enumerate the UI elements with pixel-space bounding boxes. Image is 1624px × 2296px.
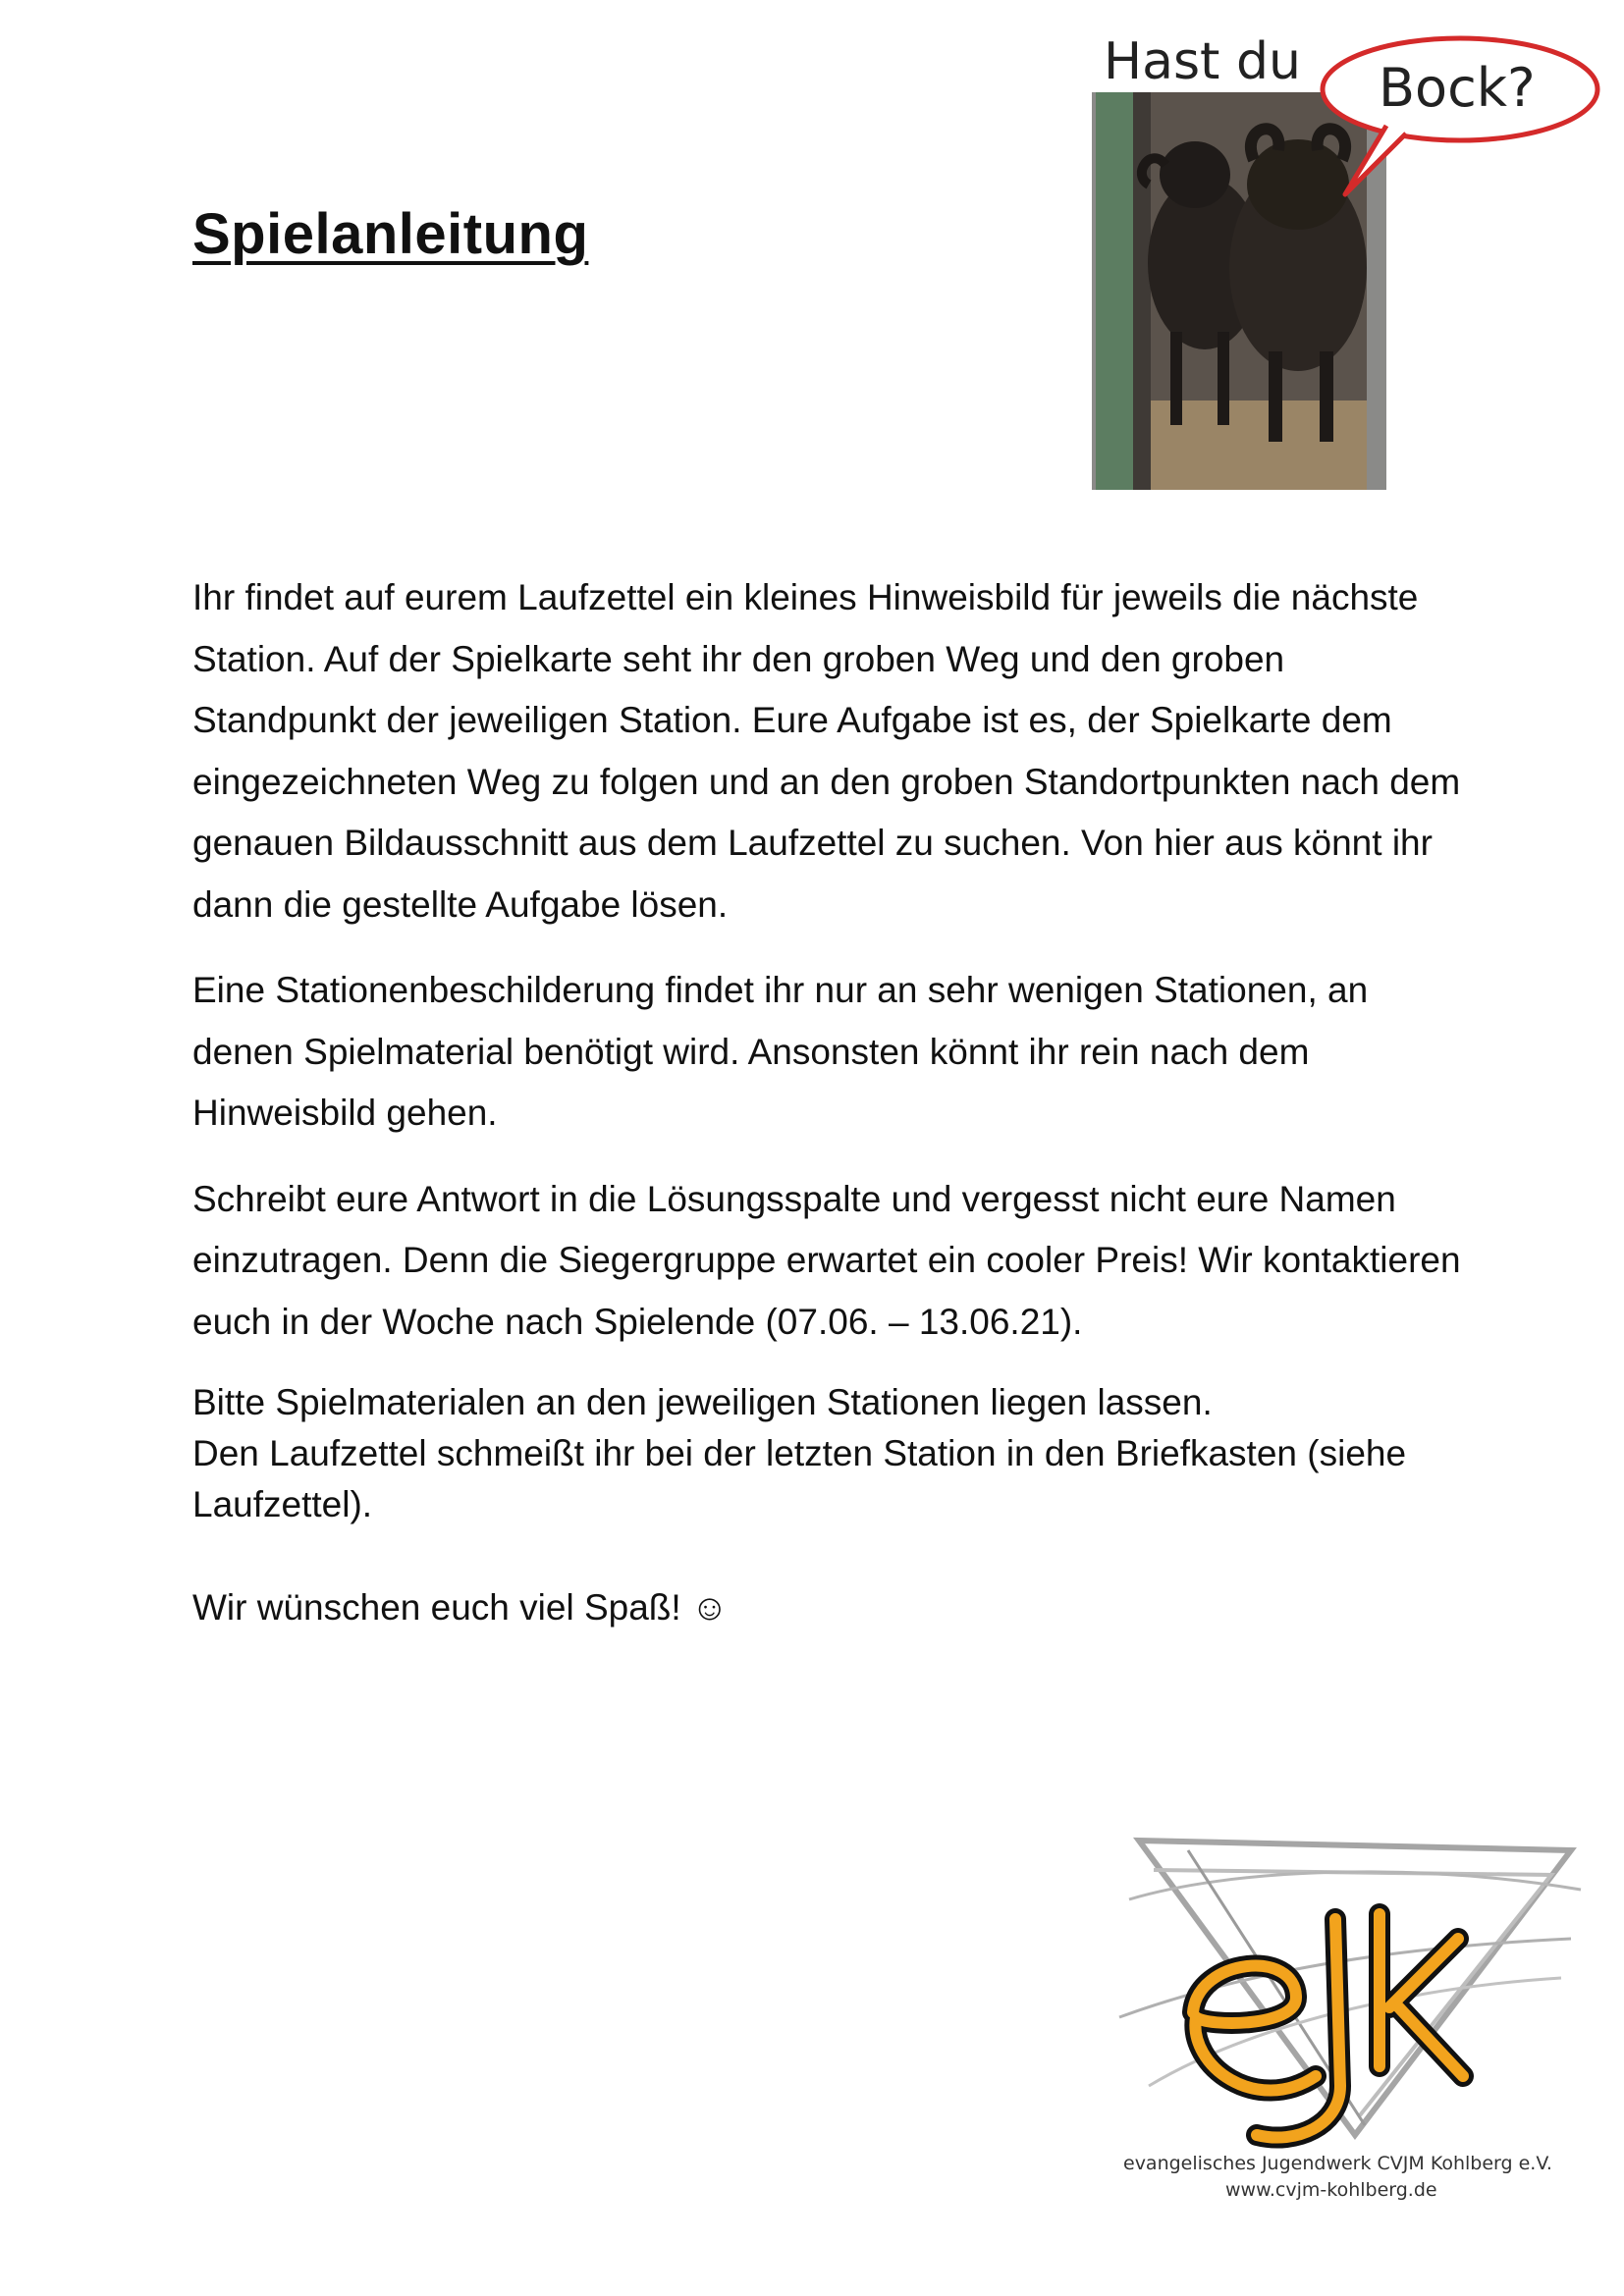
paragraph-group: [192, 1377, 1469, 1530]
ejk-logo-svg: [1110, 1831, 1591, 2204]
paragraph: Schreibt eure Antwort in die Lösungsspalte und vergesst nicht eure Namen einzutragen. Denn die Siegergruppe erwartet ein cooler Preis! Wir kontaktieren euch in der Woche nach Spielende (07.06. – 13.06.21).: [192, 1178, 1461, 1342]
door-frame: [1133, 92, 1151, 490]
goat-left-leg: [1218, 332, 1229, 425]
paragraph: Den Laufzettel schmeißt ihr bei der letzten Station in den Briefkasten (siehe Laufzettel).: [192, 1433, 1407, 1524]
goat-right-head: [1247, 139, 1349, 230]
instructions-body: [192, 567, 1469, 1639]
page-title: Spielanleitung: [192, 202, 589, 266]
caption-left: Hast du: [1104, 32, 1301, 91]
paragraph: Bitte Spielmaterialen an den jeweiligen Stationen liegen lassen.: [192, 1382, 1213, 1422]
ejk-logo: [1110, 1831, 1591, 2204]
logo-org-line: evangelisches Jugendwerk CVJM Kohlberg e.V.: [1123, 2153, 1552, 2174]
goat-right-leg: [1269, 351, 1282, 442]
goat-right-leg: [1320, 351, 1333, 442]
goats-photo-svg: [1092, 27, 1622, 493]
paragraph: Ihr findet auf eurem Laufzettel ein kleines Hinweisbild für jeweils die nächste Station. Auf der Spielkarte seht ihr den groben Weg und den groben Standpunkt der jeweiligen Station. Eure Aufgabe ist es, der Spielkarte dem eingezeichneten Weg zu folgen und an den groben Standortpunkten nach dem genauen Bildausschnitt aus dem Laufzettel zu suchen. Von hier aus könnt ihr dann die gestellte Aufgabe lösen.: [192, 577, 1461, 925]
goat-left-leg: [1170, 332, 1182, 425]
goat-left-head: [1160, 141, 1230, 208]
goats-photo: [1092, 27, 1622, 493]
caption-bubble: Bock?: [1379, 57, 1536, 119]
closing-line: Wir wünschen euch viel Spaß! ☺: [192, 1587, 729, 1628]
straw-floor: [1151, 400, 1367, 490]
logo-url-line: www.cvjm-kohlberg.de: [1225, 2179, 1437, 2201]
barn-door-left: [1096, 92, 1133, 490]
paragraph: Eine Stationenbeschilderung findet ihr nur an sehr wenigen Stationen, an denen Spielmaterial benötigt wird. Ansonsten könnt ihr rein nach dem Hinweisbild gehen.: [192, 970, 1369, 1133]
